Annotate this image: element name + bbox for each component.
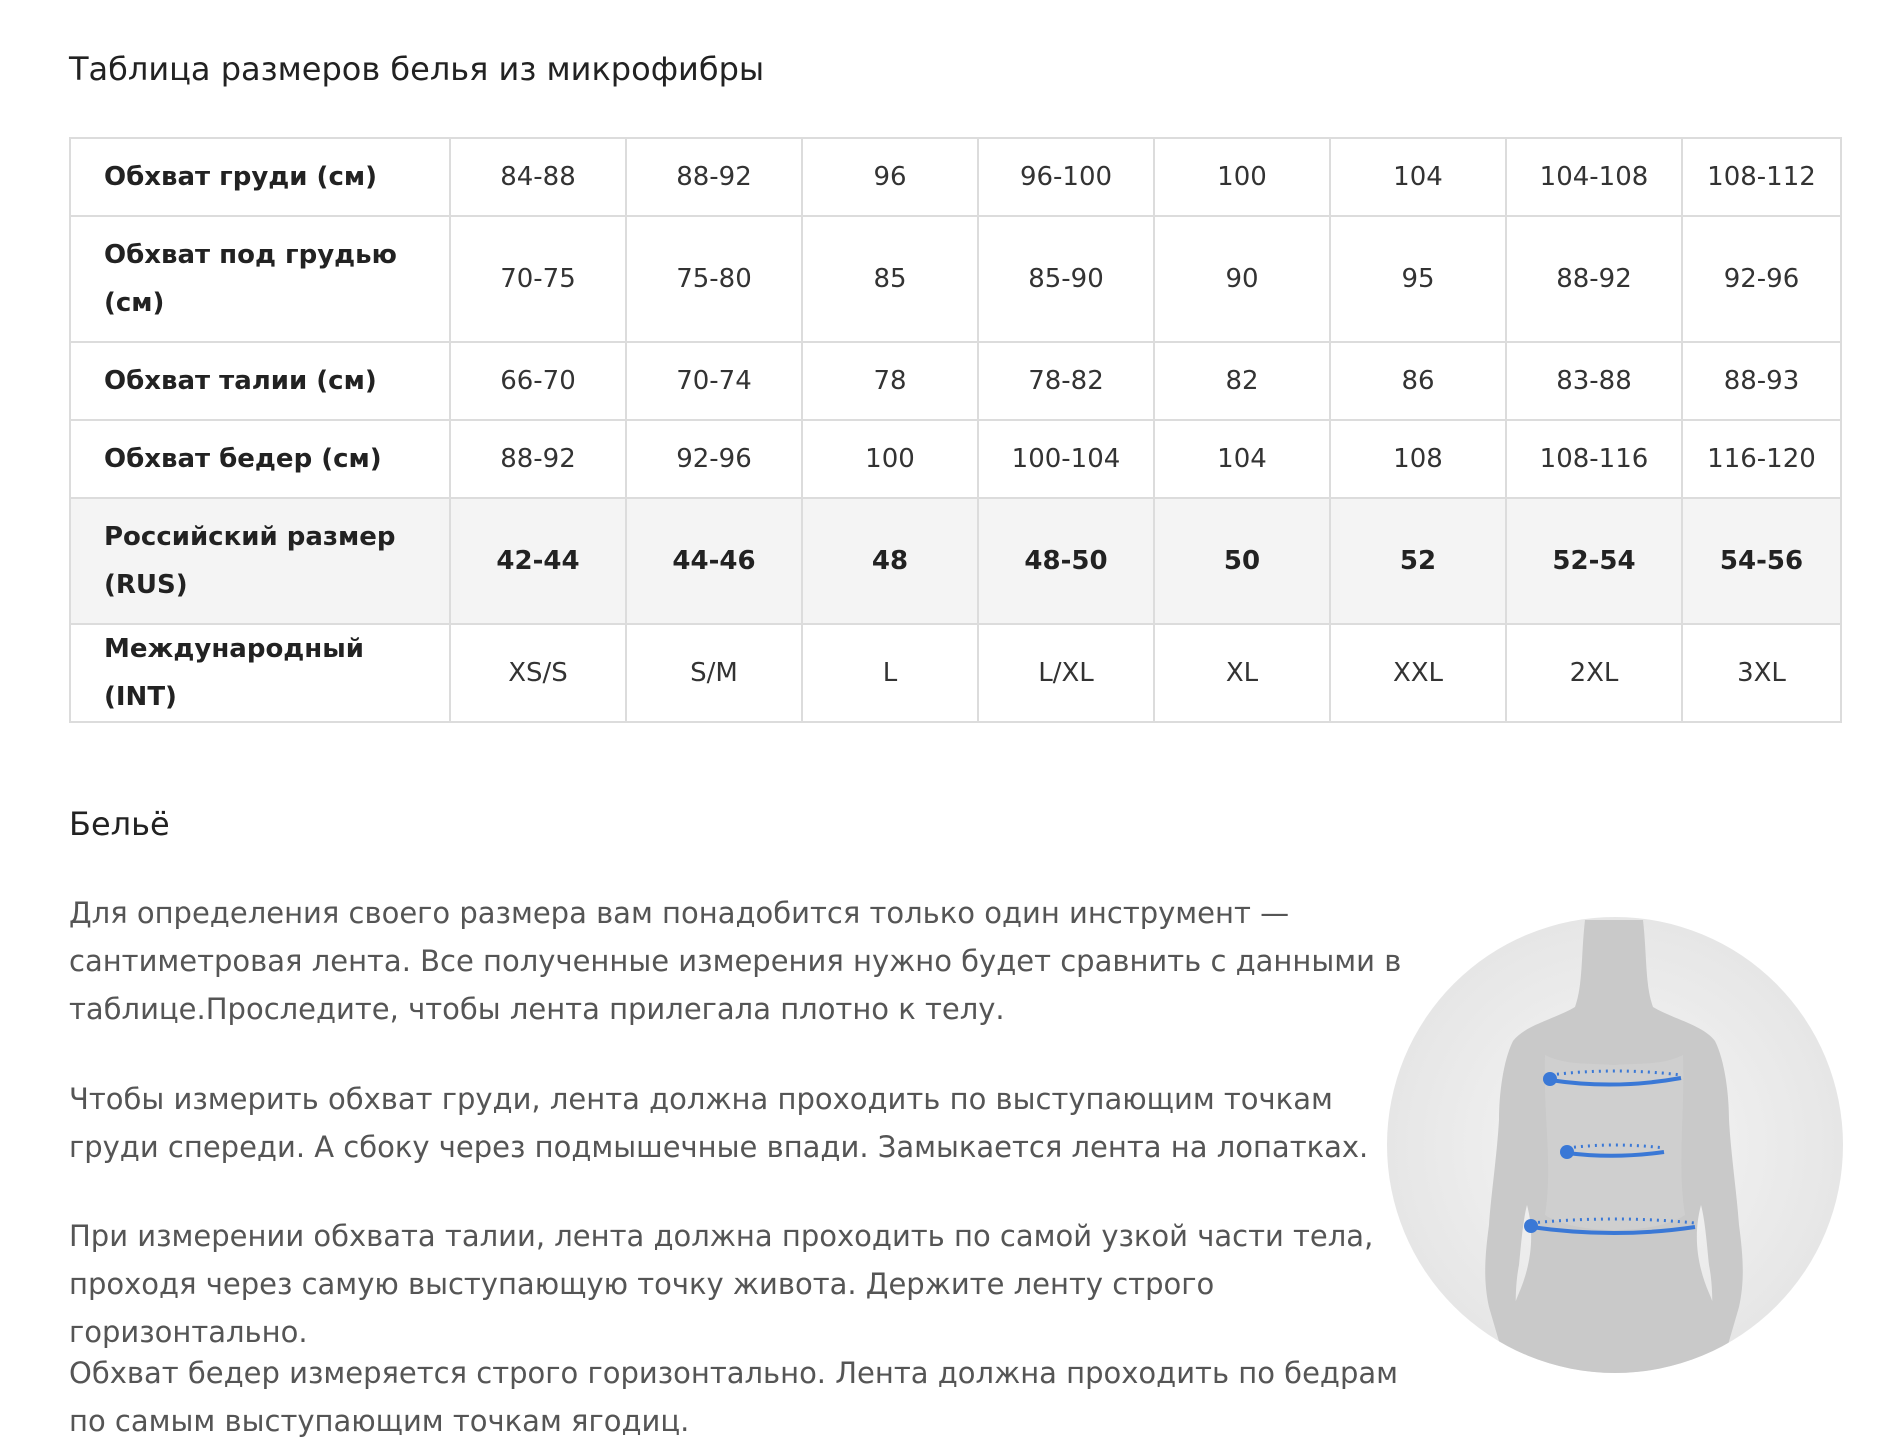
row-label: Международный (INT): [70, 624, 450, 722]
table-cell: XL: [1154, 624, 1330, 722]
table-row-rus-size: [70, 498, 1841, 624]
table-cell: 50: [1154, 498, 1330, 624]
table-cell: 104: [1330, 138, 1506, 216]
table-cell: 90: [1154, 216, 1330, 342]
table-cell: 96: [802, 138, 978, 216]
table-cell: L/XL: [978, 624, 1154, 722]
row-label: Обхват бедер (см): [70, 420, 450, 498]
table-cell: XXL: [1330, 624, 1506, 722]
chest-tape-dot: [1543, 1072, 1557, 1086]
table-cell: 100: [1154, 138, 1330, 216]
paragraph-waist: При измерении обхвата талии, лента должна проходить по самой узкой части тела, проходя через самую выступающую точку живота. Держите ленту строго горизонтально.: [69, 1219, 1374, 1349]
table-cell: 70-75: [450, 216, 626, 342]
table-cell: 116-120: [1682, 420, 1841, 498]
body-measurement-icon: [1385, 915, 1845, 1375]
paragraph-chest: Чтобы измерить обхват груди, лента должна проходить по выступающим точкам груди спереди. А сбоку через подмышечные впади. Замыкается лента на лопатках.: [69, 1082, 1369, 1164]
table-cell: 2XL: [1506, 624, 1682, 722]
table-cell: 92-96: [1682, 216, 1841, 342]
table-row: [70, 342, 1841, 420]
table-cell: 48: [802, 498, 978, 624]
table-cell: 88-92: [450, 420, 626, 498]
row-label: Обхват под грудью (см): [70, 216, 450, 342]
table-cell: 100: [802, 420, 978, 498]
row-label: Обхват груди (см): [70, 138, 450, 216]
row-label: Российский размер (RUS): [70, 498, 450, 624]
table-cell: 82: [1154, 342, 1330, 420]
table-cell: 92-96: [626, 420, 802, 498]
table-cell: 100-104: [978, 420, 1154, 498]
table-cell: 52-54: [1506, 498, 1682, 624]
table-cell: 42-44: [450, 498, 626, 624]
paragraph-intro: Для определения своего размера вам понадобится только один инструмент — сантиметровая лента. Все полученные измерения нужно будет сравнить с данными в таблице.Проследите, чтобы лента прилегала плотно к телу.: [69, 896, 1402, 1026]
paragraph-hips: Обхват бедер измеряется строго горизонтально. Лента должна проходить по бедрам по самым выступающим точкам ягодиц.: [69, 1356, 1399, 1438]
table-row: [70, 624, 1841, 722]
table-cell: 66-70: [450, 342, 626, 420]
table-cell: 108-116: [1506, 420, 1682, 498]
size-table: [69, 137, 1842, 723]
table-cell: 104: [1154, 420, 1330, 498]
table-cell: 88-92: [626, 138, 802, 216]
table-cell: 108-112: [1682, 138, 1841, 216]
table-cell: 108: [1330, 420, 1506, 498]
table-cell: 48-50: [978, 498, 1154, 624]
table-cell: 88-92: [1506, 216, 1682, 342]
page-title: Таблица размеров белья из микрофибры: [69, 50, 765, 88]
waist-tape-dot: [1560, 1145, 1574, 1159]
table-cell: 44-46: [626, 498, 802, 624]
table-cell: 52: [1330, 498, 1506, 624]
hip-tape-dot: [1524, 1219, 1538, 1233]
table-cell: 78-82: [978, 342, 1154, 420]
table-cell: 3XL: [1682, 624, 1841, 722]
table-cell: 83-88: [1506, 342, 1682, 420]
table-row: [70, 138, 1841, 216]
table-cell: 85: [802, 216, 978, 342]
table-cell: 104-108: [1506, 138, 1682, 216]
table-cell: 88-93: [1682, 342, 1841, 420]
table-cell: 70-74: [626, 342, 802, 420]
table-cell: 95: [1330, 216, 1506, 342]
table-cell: 78: [802, 342, 978, 420]
table-cell: S/M: [626, 624, 802, 722]
table-row: [70, 420, 1841, 498]
table-cell: 84-88: [450, 138, 626, 216]
table-cell: 85-90: [978, 216, 1154, 342]
table-cell: XS/S: [450, 624, 626, 722]
section-title: Бельё: [69, 805, 170, 843]
table-cell: 96-100: [978, 138, 1154, 216]
table-cell: 86: [1330, 342, 1506, 420]
table-cell: 54-56: [1682, 498, 1841, 624]
table-cell: 75-80: [626, 216, 802, 342]
table-cell: L: [802, 624, 978, 722]
row-label: Обхват талии (см): [70, 342, 450, 420]
table-row: [70, 216, 1841, 342]
